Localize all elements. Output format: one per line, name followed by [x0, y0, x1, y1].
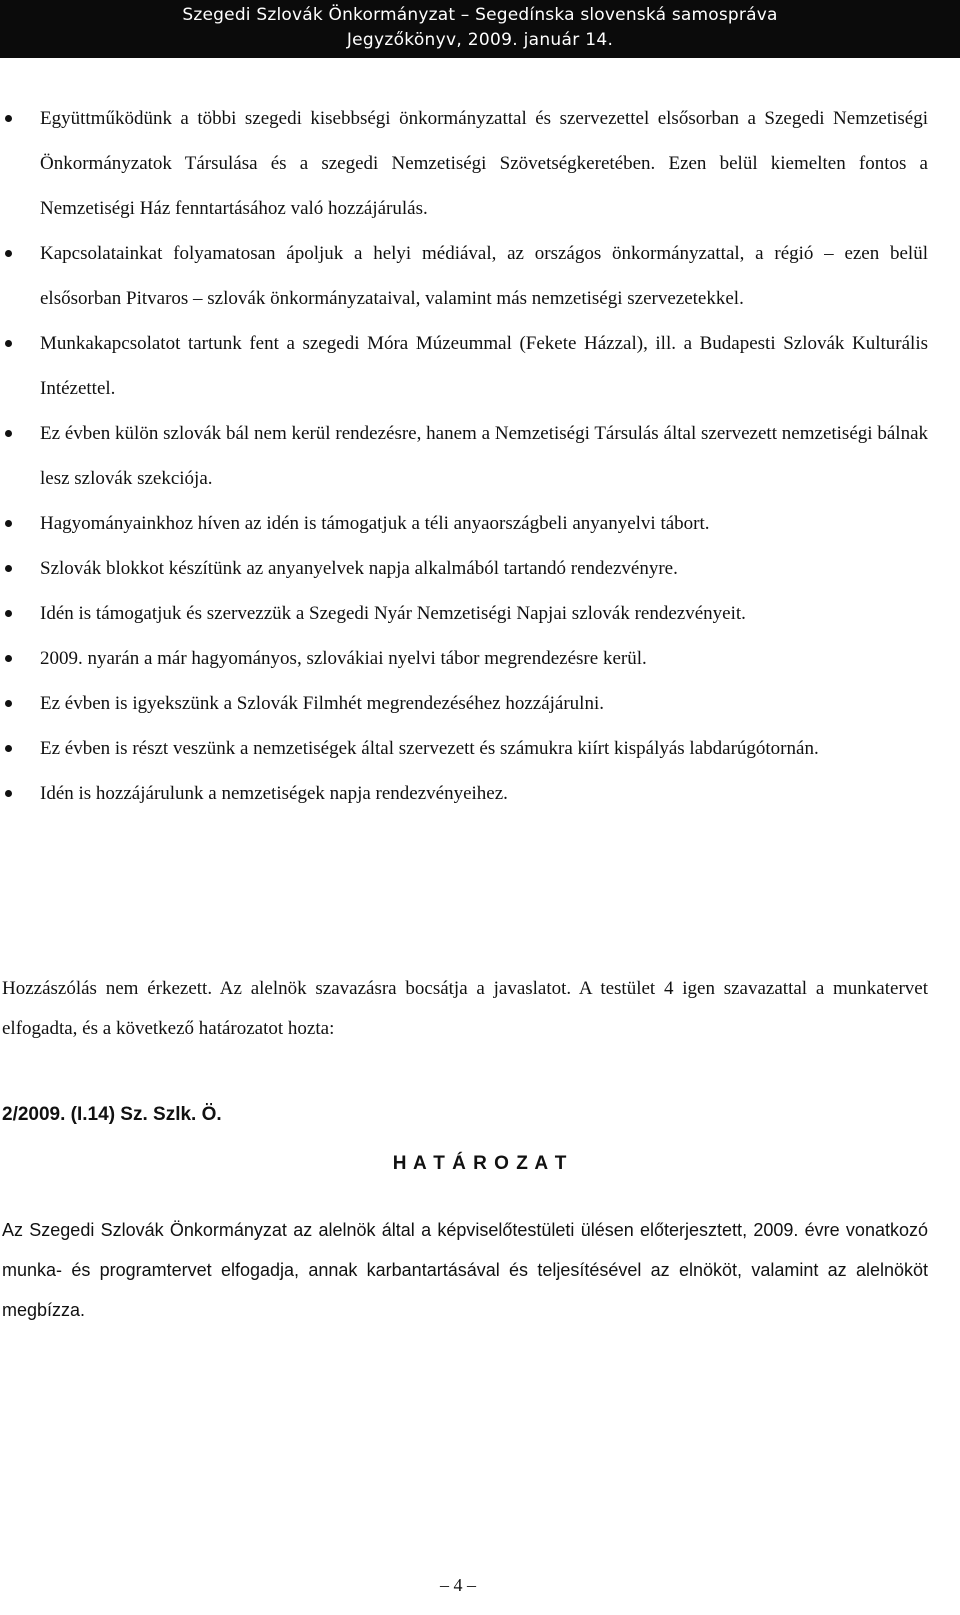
list-item-text: Munkakapcsolatot tartunk fent a szegedi Móra Múzeummal (Fekete Házzal), ill. a Budapesti Szlovák Kulturális Intézettel.: [40, 333, 928, 399]
list-item-text: Szlovák blokkot készítünk az anyanyelvek napja alkalmából tartandó rendezvényre.: [40, 558, 678, 579]
list-item-text: Kapcsolatainkat folyamatosan ápoljuk a helyi médiával, az országos önkormányzattal, a régió – ezen belül elsősorban Pitvaros – szlovák önkormányzataival, valamint más nemzetiségi szervezetekkel.: [40, 243, 928, 309]
list-item-text: Idén is hozzájárulunk a nemzetiségek napja rendezvényeihez.: [40, 783, 508, 804]
page-number: – 4 –: [440, 1575, 476, 1595]
list-item: [0, 411, 928, 501]
document-body: [0, 96, 960, 816]
bullet-list: [0, 96, 960, 816]
list-item: [0, 231, 928, 321]
list-item: [0, 726, 928, 771]
document-header: [0, 0, 960, 58]
list-item: [0, 321, 928, 411]
list-item: [0, 501, 928, 546]
list-item: [0, 546, 928, 591]
bullet-icon: [5, 115, 12, 122]
list-item: [0, 591, 928, 636]
bullet-icon: [5, 565, 12, 572]
list-item-text: 2009. nyarán a már hagyományos, szlovákiai nyelvi tábor megrendezésre kerül.: [40, 648, 647, 669]
list-item-text: Együttműködünk a többi szegedi kisebbségi önkormányzattal és szervezettel elsősorban a Szegedi Nemzetiségi Önkormányzatok Társulása és a szegedi Nemzetiségi Szövetségkeretében. Ezen belül kiemelten fontos a Nemzetiségi Ház fenntartásához való hozzájárulás.: [40, 108, 928, 219]
header-organization: Szegedi Szlovák Önkormányzat – Segedínska slovenská samospráva: [182, 5, 778, 25]
closing-paragraph: Hozzászólás nem érkezett. Az alelnök szavazásra bocsátja a javaslatot. A testület 4 igen szavazattal a munkatervet elfogadta, és a következő határozatot hozta:: [2, 978, 928, 1039]
list-item: [0, 636, 928, 681]
list-item-text: Ez évben is részt veszünk a nemzetiségek által szervezett és számukra kiírt kispályás labdarúgótornán.: [40, 738, 819, 759]
bullet-icon: [5, 700, 12, 707]
list-item: [0, 681, 928, 726]
list-item-text: Ez évben külön szlovák bál nem kerül rendezésre, hanem a Nemzetiségi Társulás által szervezett nemzetiségi bálnak lesz szlovák szekciója.: [40, 423, 928, 489]
bullet-icon: [5, 655, 12, 662]
list-item-text: Hagyományainkhoz híven az idén is támogatjuk a téli anyaországbeli anyanyelvi tábort.: [40, 513, 710, 534]
list-item: [0, 771, 928, 816]
bullet-icon: [5, 430, 12, 437]
bullet-icon: [5, 520, 12, 527]
bullet-icon: [5, 250, 12, 257]
header-minutes-date: Jegyzőkönyv, 2009. január 14.: [346, 30, 614, 50]
bullet-icon: [5, 610, 12, 617]
resolution-number: 2/2009. (I.14) Sz. Szlk. Ö.: [2, 1104, 222, 1125]
bullet-icon: [5, 790, 12, 797]
list-item-text: Idén is támogatjuk és szervezzük a Szegedi Nyár Nemzetiségi Napjai szlovák rendezvényeit.: [40, 603, 746, 624]
resolution-title: H A T Á R O Z A T: [392, 1153, 568, 1174]
list-item-text: Ez évben is igyekszünk a Szlovák Filmhét megrendezéséhez hozzájárulni.: [40, 693, 604, 714]
resolution-text: Az Szegedi Szlovák Önkormányzat az alelnök által a képviselőtestületi ülésen előterjesztett, 2009. évre vonatkozó munka- és programtervet elfogadja, annak karbantartásával és teljesítésével az elnököt, valamint az alelnököt megbízza.: [2, 1220, 928, 1320]
bullet-icon: [5, 745, 12, 752]
list-item: [0, 96, 928, 231]
bullet-icon: [5, 340, 12, 347]
